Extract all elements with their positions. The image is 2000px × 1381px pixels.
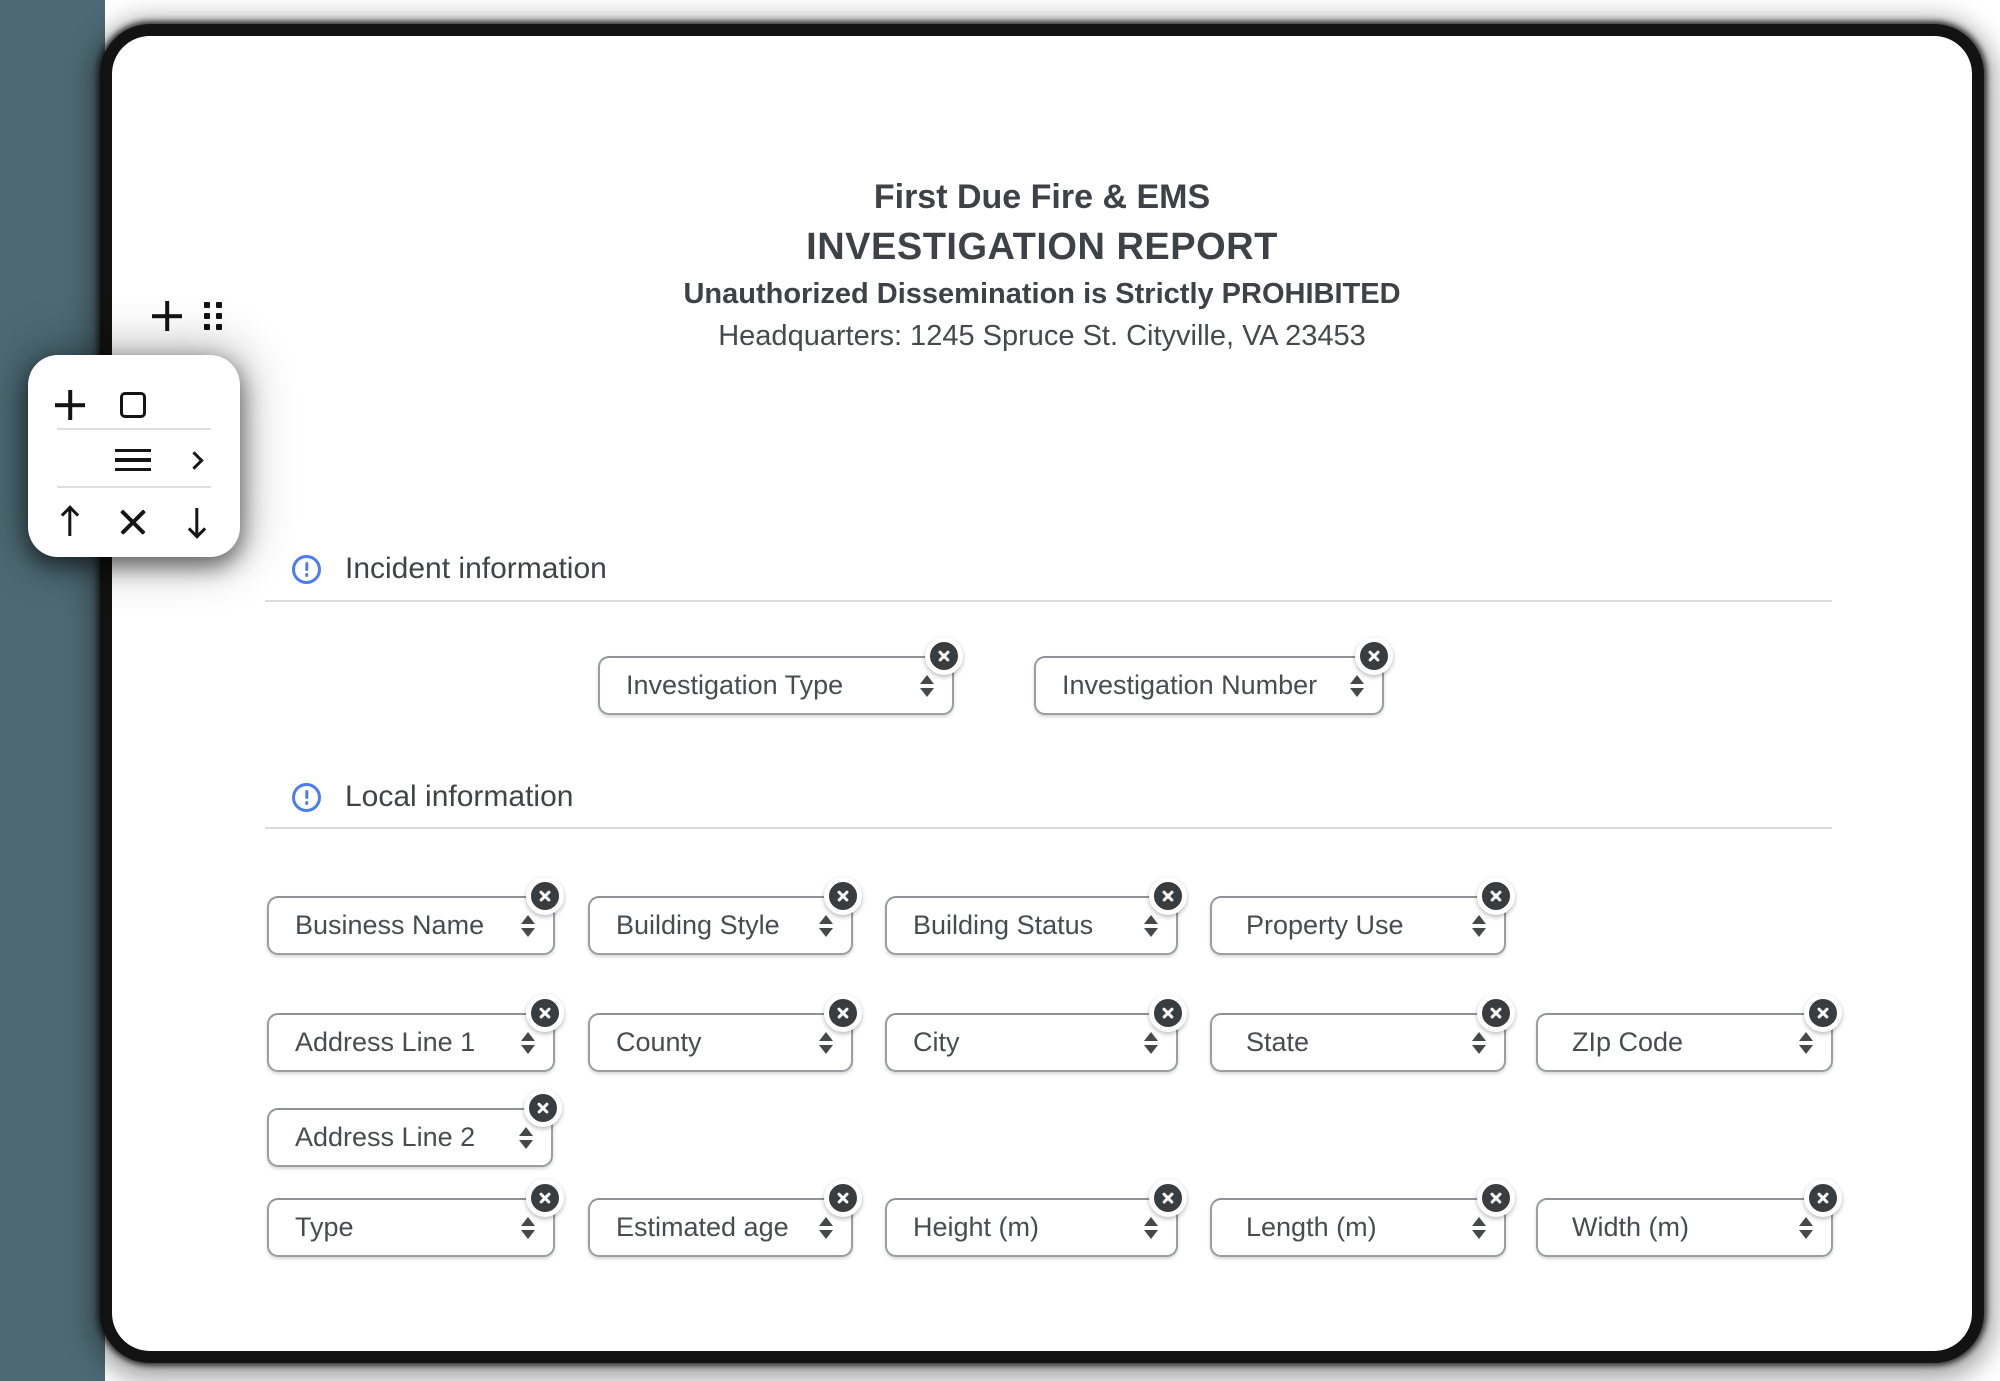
field-chip-investigation-number[interactable]: [1034, 656, 1384, 715]
report-header: [112, 172, 1972, 356]
drag-handle-icon[interactable]: [204, 302, 222, 330]
field-label: ZIp Code: [1572, 1027, 1684, 1057]
remove-field-button[interactable]: [824, 1179, 862, 1217]
field-chip-address-line-2[interactable]: [267, 1108, 553, 1167]
field-chip-length[interactable]: [1210, 1198, 1506, 1257]
move-down-button[interactable]: [177, 502, 217, 542]
field-label: Investigation Number: [1062, 670, 1318, 700]
remove-field-button[interactable]: [526, 877, 564, 915]
sort-arrows-icon: [519, 1127, 534, 1149]
report-address: Headquarters: 1245 Spruce St. Cityville, VA 23453: [718, 320, 1366, 352]
left-sidebar-strip: [0, 0, 105, 1381]
sort-arrows-icon: [521, 1217, 536, 1239]
delete-button[interactable]: [113, 502, 153, 542]
sort-arrows-icon: [819, 1032, 834, 1054]
sort-arrows-icon: [521, 1032, 536, 1054]
field-chip-county[interactable]: [588, 1013, 853, 1072]
sort-arrows-icon: [1472, 1217, 1487, 1239]
section-divider: [265, 600, 1832, 602]
sort-arrows-icon: [1144, 1032, 1159, 1054]
field-label: Height (m): [913, 1212, 1040, 1242]
field-label: Property Use: [1246, 910, 1404, 940]
report-subtitle: INVESTIGATION REPORT: [806, 226, 1278, 268]
remove-field-button[interactable]: [1149, 994, 1187, 1032]
sort-arrows-icon: [1144, 1217, 1159, 1239]
field-chip-zip-code[interactable]: [1536, 1013, 1833, 1072]
section-divider: [265, 827, 1832, 829]
field-label: Length (m): [1246, 1212, 1377, 1242]
section-header-local: [292, 780, 573, 814]
popup-divider: [57, 428, 211, 430]
popup-toolbar: [28, 355, 240, 557]
field-chip-estimated-age[interactable]: [588, 1198, 853, 1257]
section-title: Local information: [345, 780, 574, 813]
section-header-incident: [292, 552, 607, 586]
remove-field-button[interactable]: [1477, 994, 1515, 1032]
sort-arrows-icon: [920, 675, 935, 697]
field-chip-state[interactable]: [1210, 1013, 1506, 1072]
remove-field-button[interactable]: [1477, 877, 1515, 915]
info-icon: [292, 783, 321, 812]
popup-divider: [57, 486, 211, 488]
field-chip-business-name[interactable]: [267, 896, 555, 955]
field-chip-width[interactable]: [1536, 1198, 1833, 1257]
sort-arrows-icon: [521, 915, 536, 937]
field-chip-property-use[interactable]: [1210, 896, 1506, 955]
sort-arrows-icon: [1350, 675, 1365, 697]
expand-button[interactable]: [177, 440, 217, 480]
field-label: City: [913, 1027, 960, 1057]
field-label: Building Status: [913, 910, 1094, 940]
chevron-right-icon: [185, 451, 203, 469]
field-label: Investigation Type: [626, 670, 844, 700]
field-chip-type[interactable]: [267, 1198, 555, 1257]
field-chip-height[interactable]: [885, 1198, 1178, 1257]
field-label: County: [616, 1027, 702, 1057]
field-chip-building-status[interactable]: [885, 896, 1178, 955]
add-icon: [55, 390, 85, 420]
move-up-button[interactable]: [50, 502, 90, 542]
report-warning: Unauthorized Dissemination is Strictly PROHIBITED: [683, 278, 1401, 310]
add-icon[interactable]: [152, 301, 182, 331]
arrow-up-icon: [56, 506, 84, 538]
report-title: First Due Fire & EMS: [873, 178, 1211, 216]
field-label: Building Style: [616, 910, 780, 940]
sort-arrows-icon: [1472, 1032, 1487, 1054]
arrow-down-icon: [183, 506, 211, 538]
menu-icon: [115, 458, 151, 462]
remove-field-button[interactable]: [1149, 1179, 1187, 1217]
close-icon: [117, 506, 149, 538]
sort-arrows-icon: [1472, 915, 1487, 937]
field-chip-address-line-1[interactable]: [267, 1013, 555, 1072]
remove-field-button[interactable]: [526, 994, 564, 1032]
sort-arrows-icon: [1144, 915, 1159, 937]
menu-button[interactable]: [113, 440, 153, 480]
remove-field-button[interactable]: [524, 1089, 562, 1127]
remove-field-button[interactable]: [824, 877, 862, 915]
remove-field-button[interactable]: [824, 994, 862, 1032]
remove-field-button[interactable]: [1149, 877, 1187, 915]
remove-field-button[interactable]: [526, 1179, 564, 1217]
sort-arrows-icon: [1799, 1032, 1814, 1054]
sort-arrows-icon: [819, 1217, 834, 1239]
sort-arrows-icon: [1799, 1217, 1814, 1239]
remove-field-button[interactable]: [1804, 994, 1842, 1032]
field-label: State: [1246, 1027, 1310, 1057]
field-label: Type: [295, 1212, 354, 1242]
rectangle-icon: [120, 392, 146, 418]
field-label: Estimated age: [616, 1212, 789, 1242]
sort-arrows-icon: [819, 915, 834, 937]
field-label: Width (m): [1572, 1212, 1689, 1242]
section-title: Incident information: [345, 552, 607, 585]
info-icon: [292, 555, 321, 584]
field-label: Address Line 1: [295, 1027, 476, 1057]
field-chip-city[interactable]: [885, 1013, 1178, 1072]
field-chip-investigation-type[interactable]: [598, 656, 954, 715]
remove-field-button[interactable]: [1477, 1179, 1515, 1217]
field-chip-building-style[interactable]: [588, 896, 853, 955]
add-button[interactable]: [50, 385, 90, 425]
remove-field-button[interactable]: [1355, 637, 1393, 675]
floating-controls: [152, 301, 222, 331]
field-label: Address Line 2: [295, 1122, 476, 1152]
field-label: Business Name: [295, 910, 485, 940]
remove-field-button[interactable]: [925, 637, 963, 675]
rectangle-tool-button[interactable]: [113, 385, 153, 425]
remove-field-button[interactable]: [1804, 1179, 1842, 1217]
